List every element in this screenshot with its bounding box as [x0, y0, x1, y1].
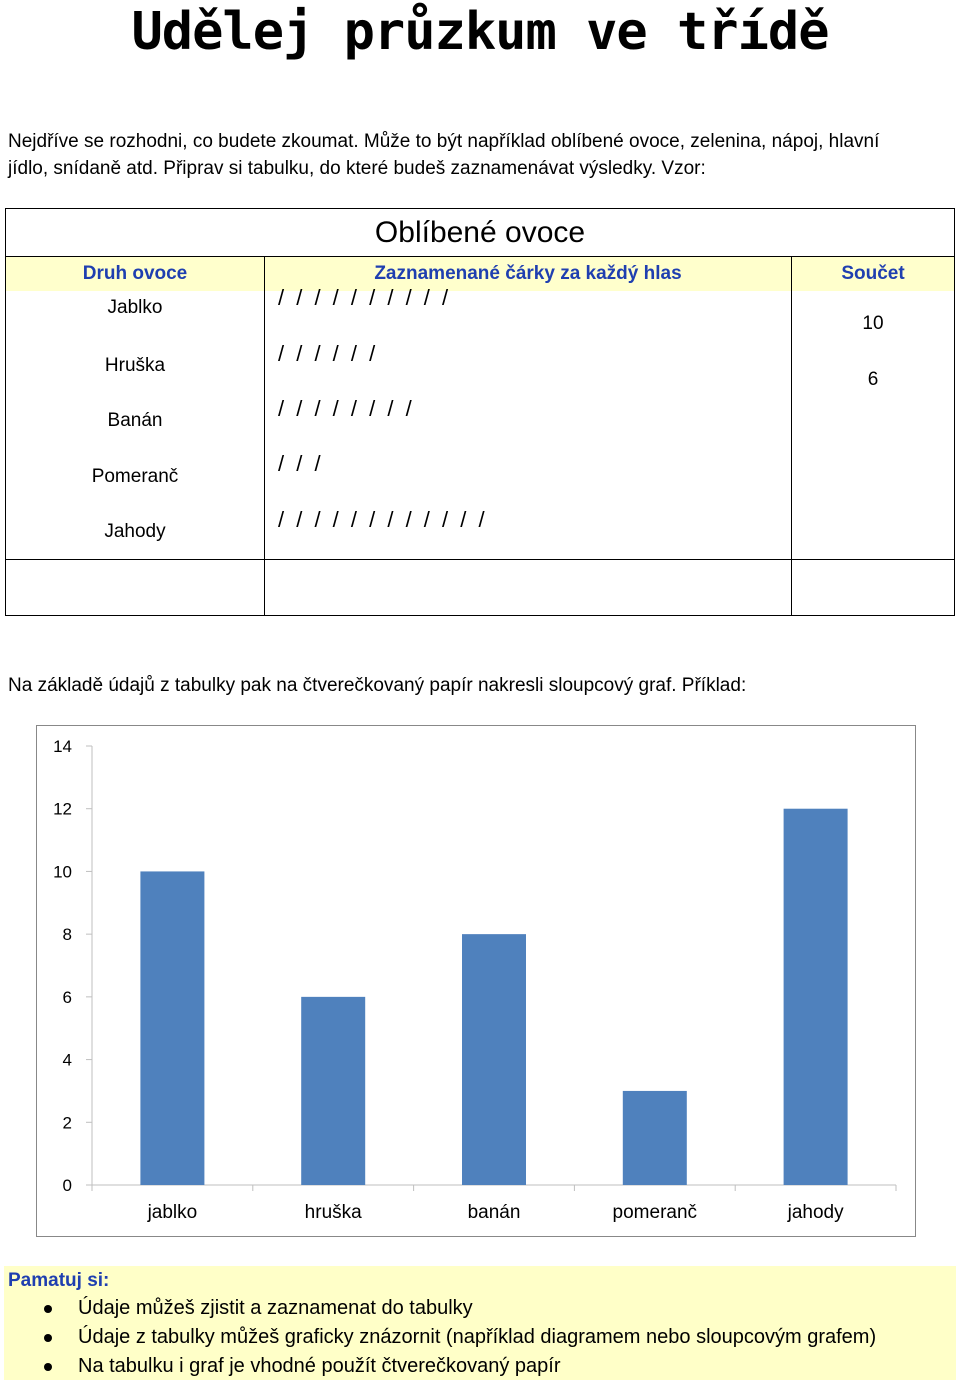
x-tick-label: jahody [787, 1202, 844, 1223]
bar-hruška [301, 997, 365, 1185]
list-item-text: Údaje můžeš zjistit a zaznamenat do tabulky [78, 1297, 473, 1319]
bullet-icon [44, 1334, 52, 1342]
remember-list [4, 1294, 876, 1381]
y-tick-label: 10 [53, 862, 72, 882]
remember-title: Pamatuj si: [8, 1270, 110, 1291]
list-item [4, 1323, 876, 1352]
y-tick-label: 2 [62, 1113, 72, 1133]
bullet-icon [44, 1305, 52, 1313]
row-tally: / / / / / / / / [278, 396, 415, 421]
y-tick-label: 4 [62, 1050, 72, 1070]
list-item-text: Na tabulku i graf je vhodné použít čtverečkovaný papír [78, 1355, 561, 1377]
row-fruit-name: Jablko [107, 297, 163, 318]
list-item-text: Údaje z tabulky můžeš graficky znázornit (například diagramem nebo sloupcovým grafem) [78, 1326, 877, 1348]
row-tally: / / / / / / / / / / / / [278, 507, 488, 532]
bullet-icon [44, 1363, 52, 1371]
column-divider [791, 257, 792, 615]
survey-table [5, 208, 955, 616]
row-tally: / / / [278, 451, 324, 476]
row-fruit-name: Hruška [104, 355, 166, 376]
bar-jahody [784, 809, 848, 1185]
y-tick-label: 0 [62, 1176, 72, 1195]
list-item [4, 1294, 876, 1323]
header-sum: Součet [792, 257, 954, 291]
table-title: Oblíbené ovoce [374, 216, 586, 249]
column-divider [264, 257, 265, 615]
row-fruit-name: Jahody [104, 521, 166, 542]
row-fruit-name: Banán [107, 410, 163, 431]
x-tick-label: pomeranč [612, 1202, 698, 1223]
row-sum: 6 [867, 369, 879, 390]
row-fruit-name: Pomeranč [91, 466, 179, 487]
x-tick-label: hruška [304, 1202, 362, 1223]
chart-caption: Na základě údajů z tabulky pak na čtverečkovaný papír nakresli sloupcový graf. Příklad: [8, 675, 747, 696]
intro-line-1: Nejdříve se rozhodni, co budete zkoumat. Může to být například oblíbené ovoce, zelenina, nápoj, hlavní [8, 131, 880, 152]
page-title: Udělej průzkum ve třídě [131, 2, 829, 62]
y-tick-label: 6 [62, 987, 72, 1007]
remember-box [4, 1266, 956, 1380]
intro-line-2: jídlo, snídaně atd. Připrav si tabulku, do které budeš zaznamenávat výsledky. Vzor: [8, 158, 706, 179]
row-tally: / / / / / / / / / / [278, 285, 452, 310]
x-tick-label: banán [467, 1202, 521, 1223]
row-tally: / / / / / / [278, 341, 379, 366]
bar-chart [0, 720, 960, 1240]
row-sum: 10 [862, 313, 884, 334]
x-tick-label: jablko [147, 1202, 198, 1223]
y-tick-label: 8 [62, 925, 72, 945]
list-item [4, 1352, 876, 1381]
bar-jablko [140, 871, 204, 1185]
table-divider [6, 559, 954, 560]
y-tick-label: 14 [53, 737, 72, 756]
intro-text [8, 128, 958, 182]
header-tally: Zaznamenané čárky za každý hlas [265, 257, 791, 291]
bar-pomeranč [623, 1091, 687, 1185]
y-tick-label: 12 [53, 799, 72, 819]
header-fruit: Druh ovoce [6, 257, 264, 291]
bar-banán [462, 934, 526, 1185]
